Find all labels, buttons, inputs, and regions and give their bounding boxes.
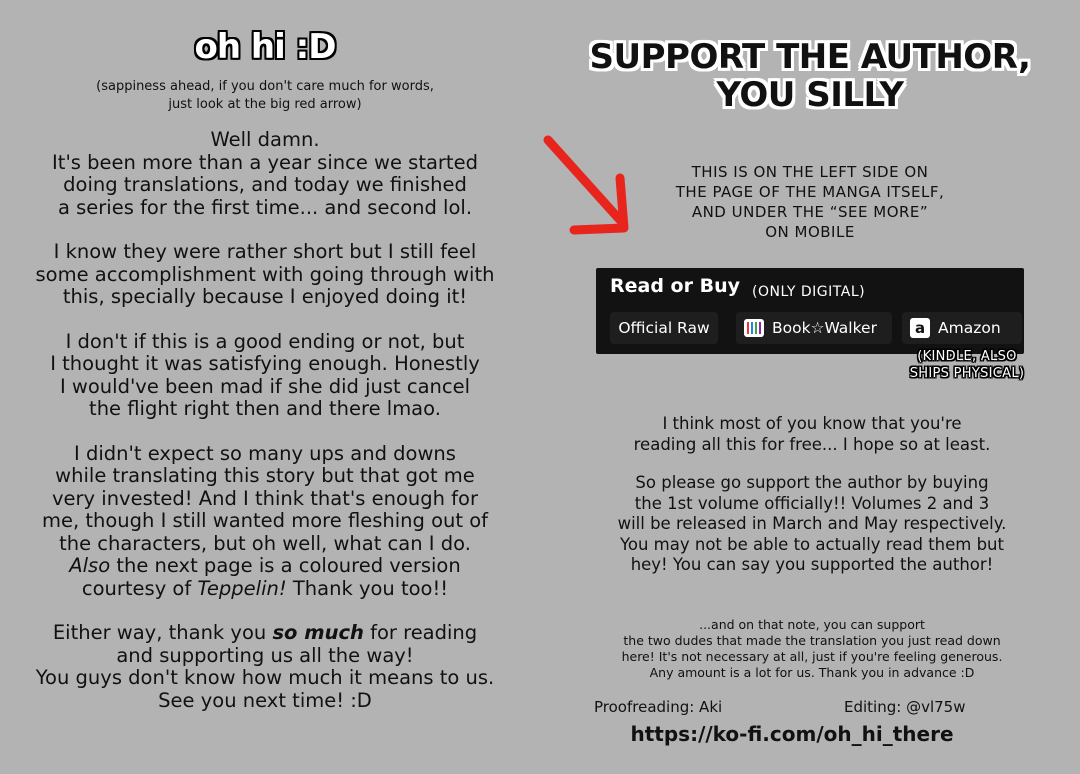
- red-arrow-icon: [538, 132, 648, 248]
- kofi-note: ...and on that note, you can support the two dudes that made the translation you just read down here! It's not necessary at all, just if you're feeling generous. Any amount is a lot for us. Thank you in advance :D: [621, 617, 1003, 680]
- location-note: THIS IS ON THE LEFT SIDE ON THE PAGE OF THE MANGA ITSELF, AND UNDER THE “SEE MORE” ON MOBILE: [675, 163, 945, 241]
- kindle-note: (KINDLE, ALSO SHIPS PHYSICAL): [909, 349, 1025, 381]
- paragraph-5: Either way, thank you so much for reading and supporting us all the way! You guys don't know how much it means to us. See you next time! :D: [35, 621, 495, 712]
- right-paragraph-2: So please go support the author by buying the 1st volume officially!! Volumes 2 and 3 will be released in March and May respectively. You may not be able to actually read them but hey! You can say you supported the author!: [617, 473, 1007, 574]
- right-title: SUPPORT THE AUTHOR, YOU SILLY: [589, 37, 1031, 115]
- amazon-button[interactable]: a Amazon: [902, 312, 1022, 344]
- bookwalker-icon: [744, 319, 764, 337]
- bookwalker-button[interactable]: Book☆Walker: [736, 312, 892, 344]
- left-title: oh hi :D: [194, 27, 336, 67]
- only-digital-note: (ONLY DIGITAL): [752, 284, 866, 300]
- official-raw-button[interactable]: Official Raw: [610, 312, 718, 344]
- amazon-icon: a: [910, 318, 930, 338]
- proofreading-credit: Proofreading: Aki: [594, 698, 723, 716]
- left-column: [20, 24, 510, 712]
- paragraph-4: I didn't expect so many ups and downs while translating this story but that got me very invested! And I think that's enough for me, though I still wanted more fleshing out of the characters, but oh well, what can I do. Also the next page is a coloured version courtesy of Teppelin! Thank you too!!: [41, 441, 489, 600]
- editing-credit: Editing: @vl75w: [844, 698, 966, 716]
- paragraph-3: I don't if this is a good ending or not, but I thought it was satisfying enough. Honestly I would've been mad if she did just cancel the flight right then and there lmao.: [50, 329, 480, 420]
- read-or-buy-box: [596, 268, 1024, 354]
- right-title-block: [570, 38, 1050, 114]
- kofi-link[interactable]: https://ko-fi.com/oh_hi_there: [630, 722, 954, 746]
- right-body: [592, 414, 1032, 576]
- read-or-buy-title: Read or Buy: [610, 275, 740, 297]
- paragraph-1: Well damn. It's been more than a year since we started doing translations, and today we finished a series for the first time... and second lol.: [52, 128, 478, 219]
- paragraph-2: I know they were rather short but I still feel some accomplishment with going through with this, specially because I enjoyed doing it!: [35, 240, 495, 308]
- left-subtitle: (sappiness ahead, if you don't care much for words, just look at the big red arrow): [96, 79, 434, 112]
- right-paragraph-1: I think most of you know that you're reading all this for free... I hope so at least.: [633, 414, 991, 454]
